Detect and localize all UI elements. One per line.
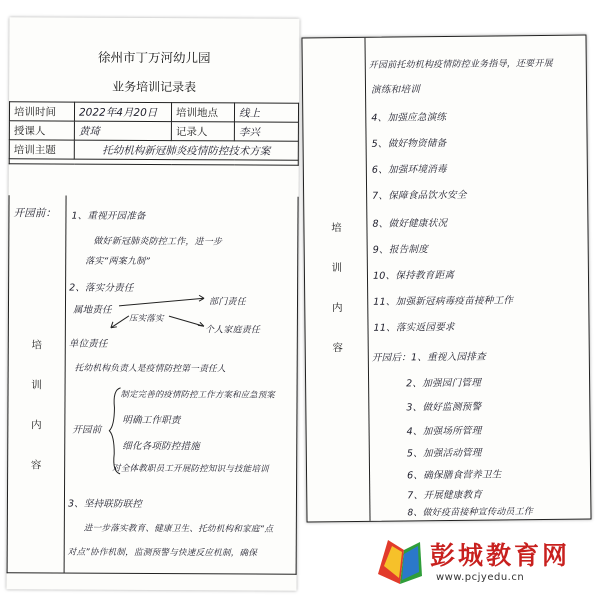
content-label-4: 容 (30, 459, 42, 472)
right-content-label-3: 内 (331, 302, 343, 315)
header-table (9, 101, 299, 166)
book-logo-icon (374, 534, 426, 588)
content-line: 属地责任 (72, 304, 112, 316)
right-line: 5、加强活动管理 (406, 447, 482, 460)
recorder-label: 记录人 (171, 122, 234, 141)
content-line: 明确工作职责 (122, 414, 181, 427)
content-line: 1、重视开园准备 (71, 210, 146, 222)
topic-value: 托幼机构新冠肺炎疫情防控技术方案 (74, 140, 298, 160)
content-line: 落实“两案九制” (85, 256, 151, 267)
content-line: 制定完善的疫情防控工作方案和应急预案 (120, 388, 275, 400)
right-line: 7、开展健康教育 (407, 489, 483, 502)
training-record-page-right (301, 35, 591, 523)
right-line: 8、做好疫苗接种宣传动员工作 (407, 507, 534, 519)
content-line: 做好新冠肺炎防控工作，进一步 (93, 236, 223, 248)
training-record-page-left (7, 17, 300, 591)
right-line: 演练和培训 (370, 84, 421, 96)
recorder-value: 李兴 (234, 122, 298, 141)
speaker-label: 授课人 (9, 121, 74, 140)
right-line: 5、做好物资储备 (371, 137, 447, 150)
content-line: 开园前 (72, 424, 102, 436)
right-line: 7、保障食品饮水安全 (372, 189, 467, 202)
bracket-icon (108, 386, 122, 476)
right-line: 10、保持教育距离 (372, 269, 455, 282)
content-divider (64, 196, 67, 573)
speaker-value: 黄琦 (74, 121, 171, 141)
pre-open-heading: 开园前： (13, 207, 57, 220)
content-line: 3、坚持联防联控 (67, 498, 143, 510)
right-line: 9、报告制度 (372, 244, 429, 256)
right-line: 11、落实返园要求 (373, 321, 455, 334)
place-label: 培训地点 (171, 103, 234, 122)
content-box (7, 195, 299, 575)
post-open-heading: 开园后：1、重视入园排查 (371, 351, 486, 364)
right-content-label-4: 容 (332, 342, 344, 355)
right-line: 6、加强环境消毒 (371, 163, 447, 176)
watermark-url: www.pcjyedu.cn (436, 572, 525, 583)
right-content-label-2: 训 (331, 262, 343, 275)
right-line: 3、做好监测预警 (406, 401, 482, 414)
content-line: 托幼机构负责人是疫情防控第一责任人 (74, 363, 226, 375)
arrow-label: 压实落实 (128, 313, 164, 325)
content-divider-right (364, 38, 370, 521)
content-line: 细化各项防控措施 (122, 440, 200, 453)
right-line: 6、确保膳食营养卫生 (407, 469, 502, 482)
content-label-2: 训 (31, 379, 42, 392)
time-label: 培训时间 (9, 102, 74, 121)
place-value: 线上 (234, 103, 298, 122)
watermark-brand: 彭城教育网 (430, 541, 571, 570)
topic-label: 培训主题 (9, 140, 74, 159)
form-title: 业务培训记录表 (112, 79, 197, 95)
right-line: 开园前托幼机构疫情防控业务指导，还要开展 (368, 58, 553, 71)
content-line: 个人家庭责任 (204, 325, 261, 336)
content-line: 对点”协作机制，监测预警与快速反应机制，确保 (67, 547, 258, 559)
site-watermark (372, 528, 592, 596)
content-line: 2、落实分责任 (69, 282, 134, 294)
right-line: 8、做好健康状况 (372, 217, 448, 230)
content-label-3: 内 (31, 419, 42, 432)
content-line: 部门责任 (208, 297, 246, 308)
right-line: 4、加强场所管理 (406, 425, 482, 438)
right-content-label-1: 培 (331, 222, 342, 235)
right-line: 2、加强园门管理 (406, 377, 482, 390)
time-value: 2022年4月20日 (74, 102, 171, 122)
content-line: 单位责任 (68, 338, 108, 350)
school-name: 徐州市丁万河幼儿园 (97, 49, 211, 66)
content-line: 对全体教职员工开展防控知识与技能培训 (112, 463, 269, 475)
content-label-1: 培 (31, 339, 43, 352)
right-line: 11、加强新冠病毒疫苗接种工作 (373, 295, 514, 308)
responsibility-arrows (109, 292, 229, 339)
right-line: 4、加强应急演练 (371, 111, 447, 124)
content-line: 进一步落实教育、健康卫生、托幼机构和家庭“点 (83, 523, 274, 535)
